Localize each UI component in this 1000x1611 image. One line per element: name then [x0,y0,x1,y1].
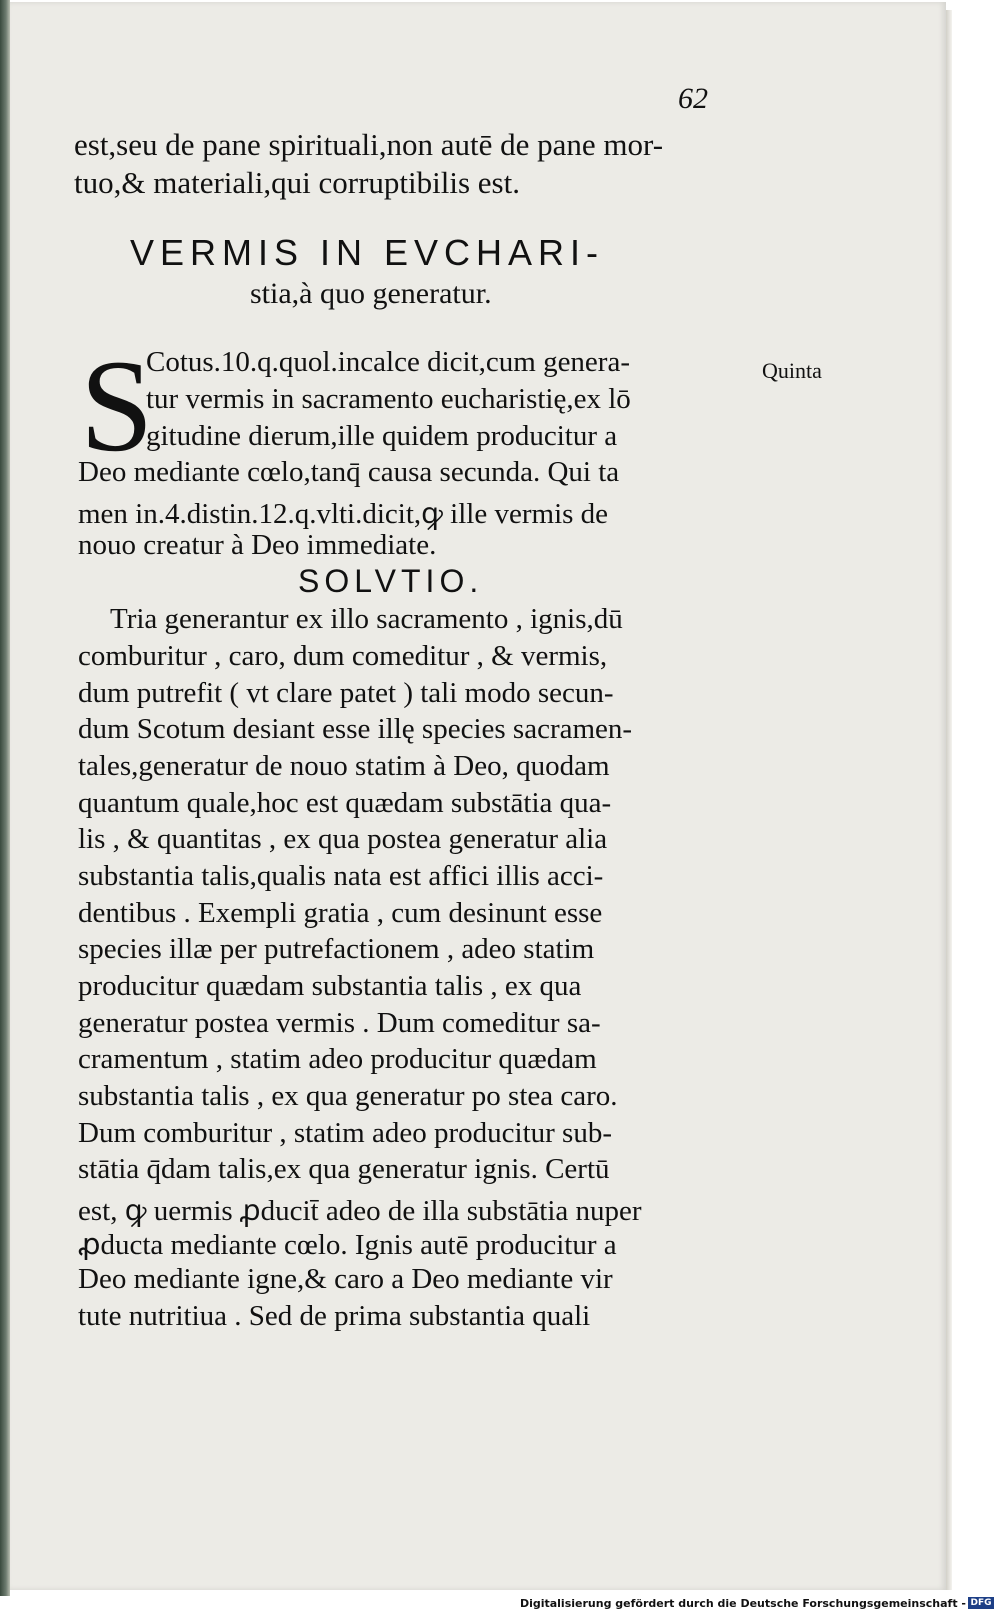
text-line: comburitur , caro, dum comeditur , & vermis, [78,640,608,672]
text-line: producitur quædam substantia talis , ex qua [78,970,582,1002]
text-line: ꝓducta mediante cœlo. Ignis autē producitur a [78,1229,617,1261]
page-edge [946,10,952,1590]
drop-cap: S [80,332,154,479]
text-line: Dum comburitur , statim adeo producitur sub- [78,1117,612,1149]
text-line: Deo mediante cœlo,tanq̄ causa secunda. Qui ta [78,456,620,488]
text-line: tuo,& materiali,qui corruptibilis est. [74,165,520,200]
section-heading: VERMIS IN EVCHARI- [130,232,605,273]
section-subheading: stia,à quo generatur. [250,277,492,310]
text-line: Tria generantur ex illo sacramento , ignis,dū [110,603,623,635]
text-line: tute nutritiua . Sed de prima substantia quali [78,1300,591,1332]
text-line: substantia talis , ex qua generatur po stea caro. [78,1080,618,1112]
text-line: dum Scotum desiant esse illę species sacramen- [78,713,633,745]
text-line: substantia talis,qualis nata est affici illis acci- [78,860,604,892]
text-line: stātia q̄dam talis,ex qua generatur ignis. Certū [78,1153,610,1185]
text-line: dentibus . Exempli gratia , cum desinunt esse [78,897,603,929]
solutio-heading: SOLVTIO. [298,563,484,599]
text-line: tur vermis in sacramento eucharistię,ex lō [146,383,631,415]
text-line: species illæ per putrefactionem , adeo statim [78,933,595,965]
text-line: tales,generatur de nouo statim à Deo, quodam [78,750,610,782]
text-line: generatur postea vermis . Dum comeditur sa- [78,1007,601,1039]
margin-note: Quinta [762,358,822,383]
text-line: gitudine dierum,ille quidem producitur a [146,420,618,452]
text-line: Deo mediante igne,& caro a Deo mediante vir [78,1263,613,1295]
text-line: est, ꝙ uermis ꝓducit̄ adeo de illa substātia nuper [78,1195,642,1227]
text-line: dum putrefit ( vt clare patet ) tali modo secun- [78,677,614,709]
digitization-credit: Digitalisierung gefördert durch die Deutsche Forschungsgemeinschaft - [519,1597,966,1610]
book-binding [0,0,10,1596]
text-line: lis , & quantitas , ex qua postea generatur alia [78,823,608,855]
text-line: men in.4.distin.12.q.vlti.dicit,ꝙ ille vermis de [78,498,609,530]
dfg-logo: DFG [968,1597,994,1609]
text-line: Cotus.10.q.quol.incalce dicit,cum genera- [146,346,630,378]
text-line: cramentum , statim adeo producitur quædam [78,1043,597,1075]
text-line: nouo creatur à Deo immediate. [78,529,437,561]
text-line: quantum quale,hoc est quædam substātia qua- [78,787,612,819]
text-line: est,seu de pane spirituali,non autē de pane mor- [74,127,664,162]
page-number: 62 [678,82,708,115]
